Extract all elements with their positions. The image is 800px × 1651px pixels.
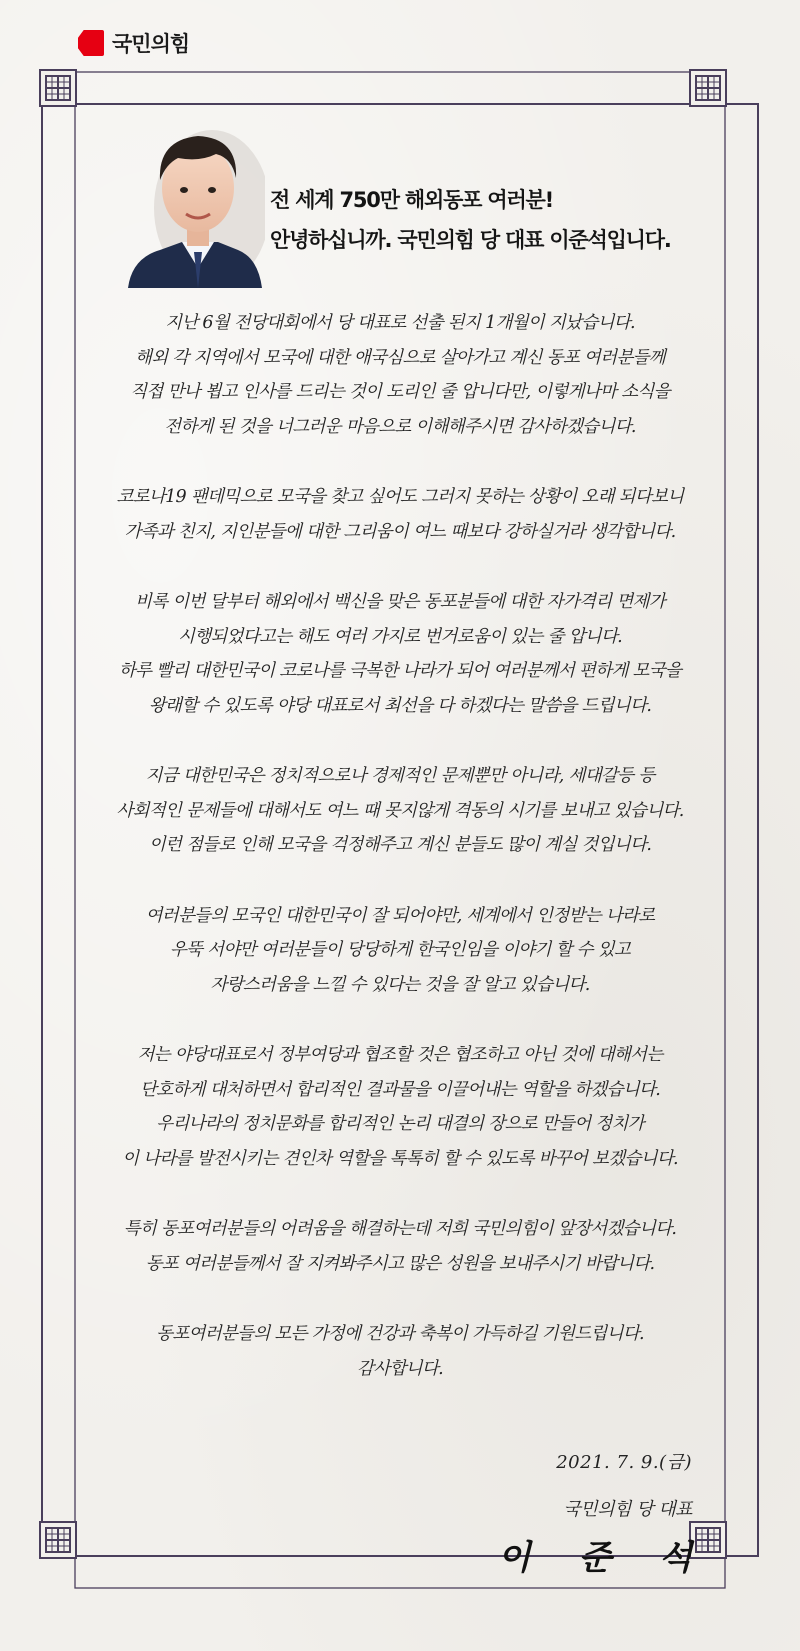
party-logo-icon <box>78 30 104 56</box>
letter-line: 단호하게 대처하면서 합리적인 결과물을 이끌어내는 역할을 하겠습니다. <box>139 1079 661 1100</box>
letter-line: 가족과 친지, 지인분들에 대한 그리움이 여느 때보다 강하실거라 생각합니다. <box>124 521 676 542</box>
letter-line: 지난 6월 전당대회에서 당 대표로 선출 된지 1개월이 지났습니다. <box>165 313 635 333</box>
letter-line: 이 나라를 발전시키는 견인차 역할을 톡톡히 할 수 있도록 바꾸어 보겠습니다. <box>122 1148 678 1169</box>
letter-line: 비록 이번 달부터 해외에서 백신을 맞은 동포분들에 대한 자가격리 면제가 <box>135 592 665 612</box>
letter-line: 동포여러분들의 모든 가정에 건강과 축복이 가득하길 기원드립니다. <box>156 1324 644 1344</box>
signer-title: 국민의힘 당 대표 <box>563 1499 692 1520</box>
letter-paragraph <box>60 480 740 549</box>
letter-paragraph <box>60 1212 740 1281</box>
letter-paragraph <box>60 1038 740 1176</box>
letter-header <box>120 118 720 298</box>
letter-paragraph <box>60 306 740 444</box>
greeting <box>270 180 730 260</box>
party-logo <box>78 28 189 58</box>
letter-line: 감사합니다. <box>357 1358 443 1379</box>
letter-line: 전하게 된 것을 너그러운 마음으로 이해해주시면 감사하겠습니다. <box>164 416 636 437</box>
letter-line: 하루 빨리 대한민국이 코로나를 극복한 나라가 되어 여러분께서 편하게 모국을 <box>118 661 682 681</box>
letter-line: 지금 대한민국은 정치적으로나 경제적인 문제뿐만 아니라, 세대갈등 등 <box>145 766 655 786</box>
signature-block <box>497 1446 710 1582</box>
letter-line: 이런 점들로 인해 모국을 걱정해주고 계신 분들도 많이 계실 것입니다. <box>148 835 652 855</box>
letter-line: 왕래할 수 있도록 야당 대표로서 최선을 다 하겠다는 말씀을 드립니다. <box>148 695 652 716</box>
letter-line: 동포 여러분들께서 잘 지켜봐주시고 많은 성원을 보내주시기 바랍니다. <box>145 1253 655 1274</box>
letter-paragraph <box>60 899 740 1003</box>
letter-paragraph <box>60 759 740 863</box>
letter-line: 특히 동포여러분들의 어려움을 해결하는데 저희 국민의힘이 앞장서겠습니다. <box>123 1219 677 1239</box>
greeting-line-1: 전 세계 750만 해외동포 여러분! <box>270 188 554 212</box>
letter-line: 사회적인 문제들에 대해서도 여느 때 못지않게 격동의 시기를 보내고 있습니다. <box>116 800 684 821</box>
portrait-photo <box>120 118 265 288</box>
party-logo-text: 국민의힘 <box>112 32 190 56</box>
letter-line: 직접 만나 뵙고 인사를 드리는 것이 도리인 줄 압니다만, 이렇게나마 소식을 <box>130 382 670 402</box>
letter-line: 자랑스러움을 느낄 수 있다는 것을 잘 알고 있습니다. <box>210 974 590 995</box>
letter-line: 코로나19 팬데믹으로 모국을 찾고 싶어도 그러지 못하는 상황이 오래 되다보니 <box>116 487 684 507</box>
letter-line: 우뚝 서야만 여러분들이 당당하게 한국인임을 이야기 할 수 있고 <box>169 940 631 960</box>
letter-body <box>60 306 740 1422</box>
letter-paragraph <box>60 585 740 723</box>
letter-line: 우리나라의 정치문화를 합리적인 논리 대결의 장으로 만들어 정치가 <box>156 1114 644 1134</box>
signer-name: 이 준 석 <box>497 1538 710 1578</box>
letter-date: 2021. 7. 9.(금) <box>556 1452 692 1473</box>
letter-line: 해외 각 지역에서 모국에 대한 애국심으로 살아가고 계신 동포 여러분들께 <box>135 347 665 368</box>
greeting-line-2: 안녕하십니까. 국민의힘 당 대표 이준석입니다. <box>270 228 671 252</box>
letter-line: 저는 야당대표로서 정부여당과 협조할 것은 협조하고 아닌 것에 대해서는 <box>137 1045 663 1065</box>
letter-line: 여러분들의 모국인 대한민국이 잘 되어야만, 세계에서 인정받는 나라로 <box>145 905 655 926</box>
letter-paragraph <box>60 1317 740 1386</box>
letter-line: 시행되었다고는 해도 여러 가지로 번거로움이 있는 줄 압니다. <box>177 626 623 647</box>
